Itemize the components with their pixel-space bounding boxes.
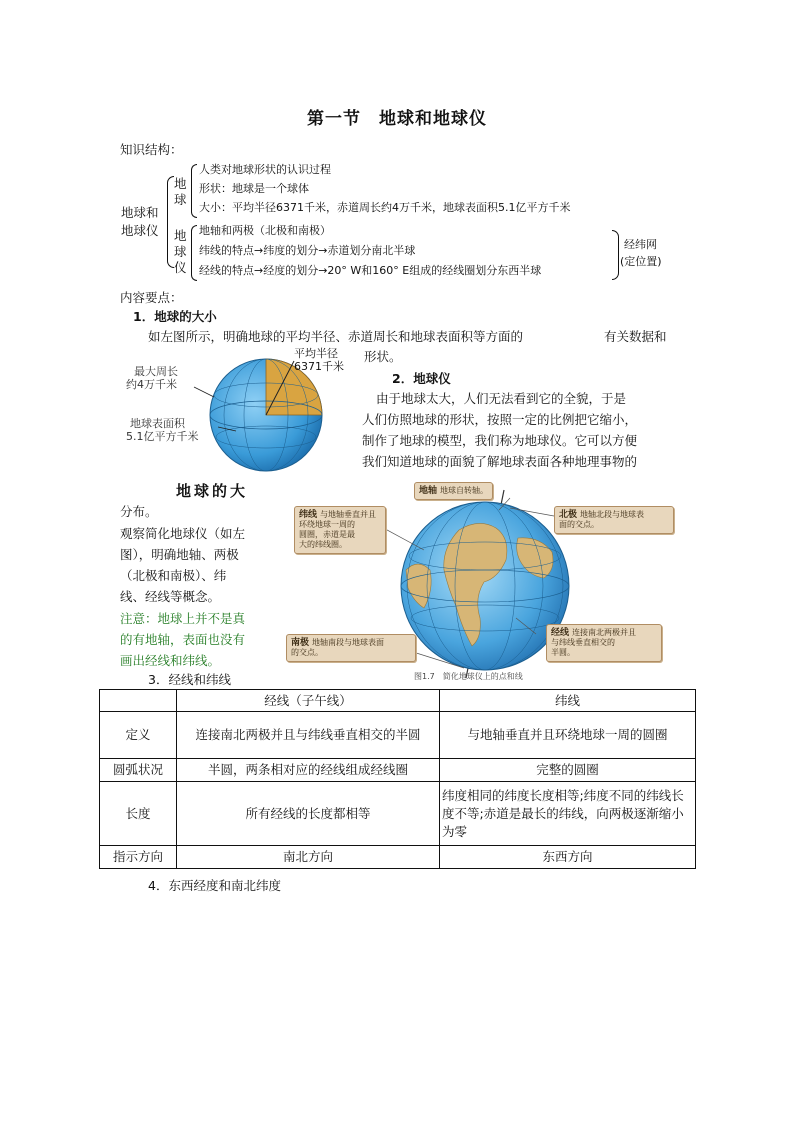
globe-char-1: 地 [174, 228, 187, 243]
earth-char-1: 地 [174, 176, 187, 191]
earth-item-3: 大小：平均半径6371千米，赤道周长约4万千米，地球表面积5.1亿平方千米 [199, 201, 571, 214]
earth-item-2: 形状：地球是一个球体 [199, 182, 309, 195]
comparison-table [99, 689, 696, 869]
south-pole-callout [286, 634, 416, 662]
section1-heading: 1．地球的大小 [133, 309, 217, 324]
note-text [120, 608, 245, 671]
side-line-2: (定位置) [620, 255, 662, 268]
observe-line-4: 线、经线等概念。 [120, 589, 221, 604]
radius-label [294, 347, 344, 373]
globe-char-2: 球 [174, 244, 187, 259]
area-label [126, 417, 199, 443]
table-row [100, 712, 696, 759]
table-header-cell: 纬线 [440, 690, 696, 712]
latitude-term: 纬线 [299, 510, 318, 520]
north-pole-text-2: 面的交点。 [559, 520, 599, 529]
latitude-text-1: 与地轴垂直并且 [320, 510, 377, 519]
circ-label-2: 约4万千米 [126, 378, 177, 391]
table-cell: 定义 [100, 712, 177, 759]
radius-label-1: 平均半径 [294, 347, 338, 360]
table-row [100, 846, 696, 869]
latitude-callout [294, 506, 386, 554]
section2-para-line-4: 我们知道地球的面貌了解地球表面各种地理事物的 [362, 454, 638, 469]
radius-label-2: 6371千米 [294, 360, 344, 373]
longitude-text-2: 与纬线垂直相交的 [551, 638, 615, 647]
table-cell: 指示方向 [100, 846, 177, 869]
south-pole-term: 南极 [291, 638, 310, 648]
observe-line-3: （北极和南极）、纬 [120, 568, 227, 583]
longitude-term: 经线 [551, 628, 570, 638]
longitude-text-1: 连接南北两极并且 [572, 628, 637, 637]
section1-para-c: 形状。 [364, 349, 402, 364]
north-pole-term: 北极 [559, 510, 578, 520]
observe-line-1: 观察简化地球仪（如左 [120, 526, 246, 541]
earth-branch-label [174, 176, 187, 208]
south-pole-text-2: 的交点。 [291, 648, 323, 657]
earth-char-2: 球 [174, 192, 187, 207]
table-cell: 完整的圆圈 [440, 759, 696, 782]
axis-text: 地球自转轴。 [440, 486, 489, 495]
table-cell: 所有经线的长度都相等 [177, 782, 440, 846]
earth-brace [191, 164, 197, 218]
section2-para-line-2: 人们仿照地球的形状，按照一定的比例把它缩小， [362, 412, 638, 427]
north-pole-text-1: 地轴北段与地球表 [580, 510, 645, 519]
north-pole-callout [554, 506, 674, 534]
axis-term: 地轴 [419, 486, 438, 496]
table-header-cell: 经线（子午线） [177, 690, 440, 712]
table-row [100, 759, 696, 782]
content-heading: 内容要点： [120, 290, 183, 305]
globe-figure [284, 478, 684, 688]
globe-item-2: 纬线的特点→纬度的划分→赤道划分南北半球 [199, 244, 416, 257]
table-cell: 南北方向 [177, 846, 440, 869]
section1-para-b: 有关数据和 [604, 329, 667, 344]
section3-heading: 3．经线和纬线 [148, 672, 231, 687]
globe-brace [191, 225, 197, 281]
side-brace [612, 230, 619, 280]
section2-para-line-3: 制作了地球的模型，我们称为地球仪。它可以方便 [362, 433, 638, 448]
table-cell: 与地轴垂直并且环绕地球一周的圆圈 [440, 712, 696, 759]
table-cell: 纬度相同的纬度长度相等;纬度不同的纬线长度不等;赤道是最长的纬线，向两极逐渐缩小为零 [440, 782, 696, 846]
note-line-3: 画出经线和纬线。 [120, 653, 221, 668]
side-line-1: 经纬网 [624, 238, 657, 251]
earth-item-1: 人类对地球形状的认识过程 [199, 163, 331, 176]
circ-label-1: 最大周长 [134, 365, 178, 378]
table-header-cell [100, 690, 177, 712]
axis-callout [414, 482, 493, 500]
globe-char-3: 仪 [174, 260, 187, 275]
globe-item-3: 经线的特点→经度的划分→20° W和160° E组成的经线圈划分东西半球 [199, 264, 542, 277]
table-cell: 圆弧状况 [100, 759, 177, 782]
structure-root-line2: 地球仪 [121, 223, 159, 238]
note-line-2: 的有地轴，表面也没有 [120, 632, 246, 647]
area-label-2: 5.1亿平方千米 [126, 430, 199, 443]
circumference-label [126, 365, 178, 391]
latitude-text-4: 大的纬线圈。 [299, 540, 347, 549]
section2-heading: 2．地球仪 [392, 371, 451, 386]
root-brace [167, 176, 174, 268]
figure2-caption: 图1.7 简化地球仪上的点和线 [414, 672, 523, 681]
section2-para-line-1: 由于地球太大，人们无法看到它的全貌，于是 [376, 391, 627, 406]
table-cell: 半圆，两条相对应的经线组成经线圈 [177, 759, 440, 782]
table-row [100, 782, 696, 846]
structure-heading: 知识结构： [120, 142, 183, 157]
note-line-1: 注意：地球上并不是真 [120, 611, 246, 626]
structure-root-line1: 地球和 [121, 205, 159, 220]
table-header-row [100, 690, 696, 712]
observe-line-2: 图），明确地轴、两极 [120, 547, 239, 562]
latitude-text-3: 圆圈，赤道是最 [299, 530, 355, 539]
area-label-1: 地球表面积 [130, 417, 185, 430]
longitude-text-3: 半圆。 [551, 648, 575, 657]
table-cell: 东西方向 [440, 846, 696, 869]
globe-item-1: 地轴和两极（北极和南极） [199, 224, 331, 237]
latitude-text-2: 环绕地球一周的 [299, 520, 355, 529]
section2-para-line-5: 分布。 [120, 504, 158, 519]
page-title: 第一节 地球和地球仪 [307, 109, 487, 129]
figure1-caption: 地球的大 [176, 482, 249, 500]
south-pole-text-1: 地轴南段与地球表面 [312, 638, 385, 647]
section4-heading: 4．东西经度和南北纬度 [148, 878, 281, 893]
table-cell: 长度 [100, 782, 177, 846]
globe-branch-label [174, 228, 187, 276]
observe-text [120, 523, 245, 607]
table-cell: 连接南北两极并且与纬线垂直相交的半圆 [177, 712, 440, 759]
section1-para-a: 如左图所示，明确地球的平均半径、赤道周长和地球表面积等方面的 [148, 329, 524, 344]
longitude-callout [546, 624, 662, 662]
